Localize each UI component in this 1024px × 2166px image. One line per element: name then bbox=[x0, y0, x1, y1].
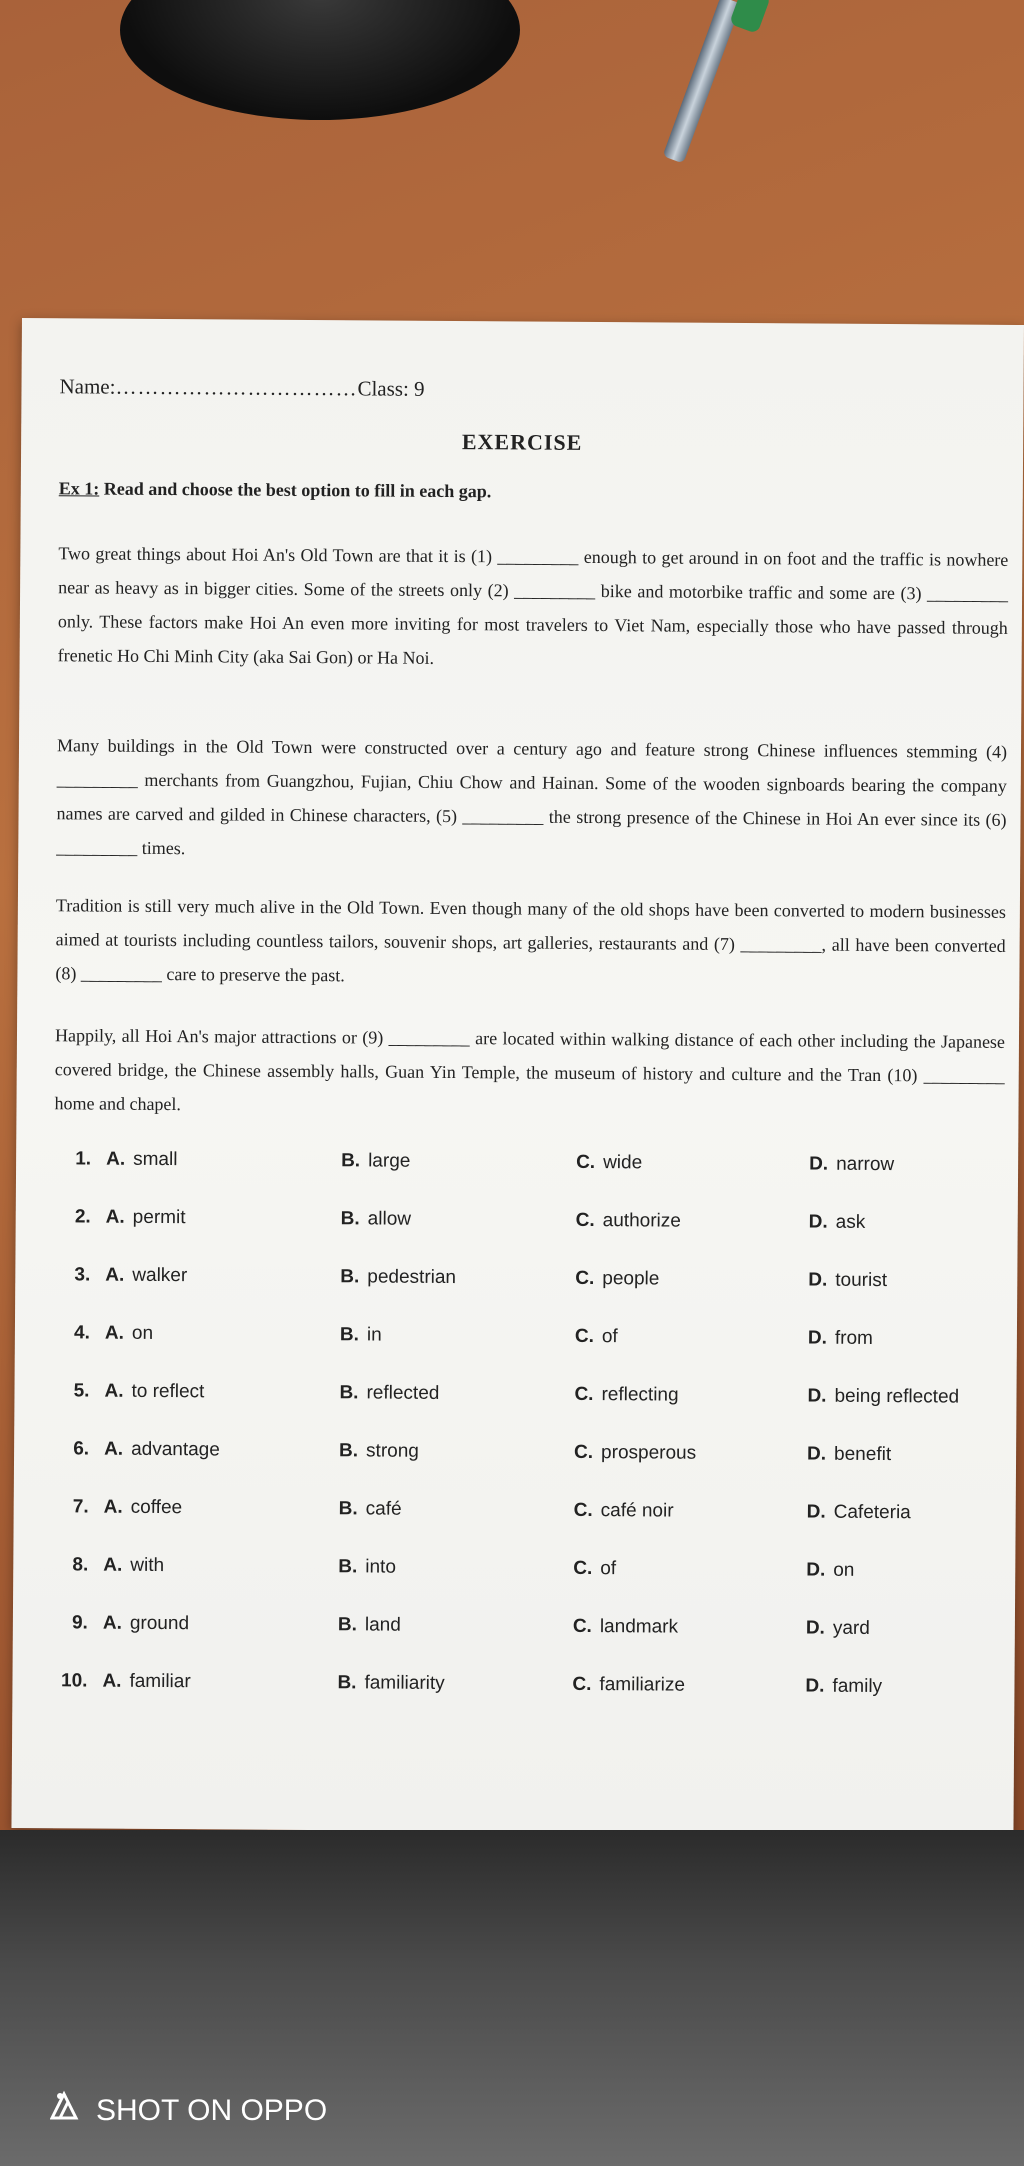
option-letter: B. bbox=[337, 1614, 357, 1636]
option-letter: D. bbox=[808, 1211, 828, 1233]
option-letter: B. bbox=[338, 1556, 358, 1578]
option-letter: B. bbox=[339, 1382, 359, 1404]
question-row bbox=[44, 1438, 1004, 1503]
option-text: advantage bbox=[131, 1438, 220, 1461]
question-number: 6. bbox=[73, 1438, 90, 1460]
option-letter: D. bbox=[805, 1617, 825, 1639]
option-text: ask bbox=[835, 1211, 866, 1233]
option-text: in bbox=[366, 1324, 382, 1346]
option-letter: C. bbox=[573, 1499, 593, 1522]
option-letter: C. bbox=[574, 1383, 594, 1406]
option-b bbox=[339, 1498, 402, 1520]
option-d bbox=[805, 1676, 882, 1699]
option-text: of bbox=[601, 1326, 618, 1348]
option-d bbox=[806, 1618, 870, 1640]
option-text: permit bbox=[132, 1206, 186, 1229]
worksheet-paper bbox=[11, 318, 1024, 1835]
option-text: authorize bbox=[602, 1210, 681, 1232]
pen-cap bbox=[729, 0, 771, 34]
option-letter: D. bbox=[807, 1443, 827, 1465]
option-letter: A. bbox=[102, 1612, 122, 1634]
option-letter: B. bbox=[337, 1672, 357, 1694]
option-c bbox=[574, 1442, 696, 1465]
option-b bbox=[339, 1382, 439, 1405]
option-letter: C. bbox=[574, 1325, 594, 1348]
option-letter: D. bbox=[808, 1269, 828, 1291]
option-a bbox=[104, 1439, 220, 1462]
paragraph-2: Many buildings in the Old Town were constructed over a century ago and feature strong Chinese influences stemming (4) _________ merchants from Guangzhou, Fujian, Chiu Chow and Hainan. Some of the wooden signboards bearing the company names are carved and gilded in Chinese characters, (5) _________ the strong presence of the Chinese in Hoi An ever since its (6) _________ times. bbox=[56, 735, 1008, 859]
option-d bbox=[807, 1444, 891, 1467]
option-a bbox=[103, 1555, 164, 1577]
option-letter: B. bbox=[340, 1208, 360, 1230]
option-a bbox=[103, 1613, 189, 1636]
option-letter: B. bbox=[338, 1498, 358, 1520]
option-d bbox=[808, 1270, 887, 1293]
option-text: familiarize bbox=[599, 1674, 686, 1696]
option-text: to reflect bbox=[131, 1380, 205, 1403]
option-c bbox=[573, 1616, 678, 1639]
name-label: Name: bbox=[59, 374, 116, 399]
option-text: tourist bbox=[835, 1269, 888, 1292]
option-text: into bbox=[365, 1556, 397, 1578]
option-b bbox=[337, 1672, 444, 1695]
option-letter: D. bbox=[805, 1675, 825, 1697]
option-text: familiarity bbox=[364, 1672, 445, 1694]
option-letter: A. bbox=[104, 1380, 124, 1402]
option-letter: C. bbox=[573, 1557, 593, 1580]
computer-mouse bbox=[120, 0, 520, 120]
question-number: 8. bbox=[72, 1554, 89, 1576]
question-row bbox=[42, 1670, 1002, 1735]
option-letter: A. bbox=[105, 1206, 125, 1228]
option-text: from bbox=[834, 1327, 873, 1349]
option-text: café noir bbox=[600, 1500, 674, 1522]
option-d bbox=[807, 1386, 959, 1409]
option-b bbox=[338, 1556, 396, 1578]
watermark-text: SHOT ON OPPO bbox=[96, 2094, 328, 2127]
oppo-logo-icon bbox=[50, 2090, 86, 2128]
question-number: 9. bbox=[71, 1612, 88, 1634]
option-text: reflected bbox=[366, 1382, 440, 1404]
option-letter: C. bbox=[575, 1267, 595, 1290]
paragraph-3: Tradition is still very much alive in the Old Town. Even though many of the old shops have been converted to modern businesses aimed at tourists including countless tailors, souvenir shops, art galleries, restaurants and (7) _________, all have been converted (8) _________ care to preserve the past. bbox=[55, 895, 1006, 986]
option-c bbox=[573, 1558, 616, 1580]
option-c bbox=[576, 1152, 642, 1174]
question-number: 4. bbox=[73, 1322, 90, 1344]
question-number: 3. bbox=[74, 1264, 91, 1286]
option-text: large bbox=[368, 1150, 411, 1172]
question-row bbox=[43, 1554, 1003, 1619]
option-text: small bbox=[133, 1148, 178, 1171]
option-d bbox=[807, 1502, 911, 1525]
option-letter: A. bbox=[103, 1496, 123, 1518]
option-text: on bbox=[833, 1559, 855, 1581]
question-number: 10. bbox=[60, 1670, 88, 1692]
option-text: allow bbox=[367, 1208, 412, 1230]
option-c bbox=[575, 1326, 618, 1348]
option-letter: D. bbox=[806, 1501, 826, 1523]
option-letter: A. bbox=[105, 1264, 125, 1286]
option-text: walker bbox=[132, 1264, 188, 1287]
option-letter: B. bbox=[339, 1324, 359, 1346]
question-row bbox=[43, 1496, 1003, 1561]
option-letter: B. bbox=[339, 1440, 359, 1462]
option-text: people bbox=[602, 1268, 660, 1290]
option-letter: C. bbox=[574, 1441, 594, 1464]
option-a bbox=[105, 1323, 153, 1345]
option-text: of bbox=[600, 1558, 617, 1580]
question-row bbox=[45, 1264, 1005, 1329]
question-row bbox=[46, 1148, 1006, 1213]
option-a bbox=[105, 1265, 187, 1288]
question-number: 2. bbox=[74, 1206, 91, 1228]
option-b bbox=[338, 1614, 401, 1636]
option-a bbox=[104, 1497, 183, 1520]
option-letter: D. bbox=[807, 1385, 827, 1407]
name-dots: …………………………… bbox=[115, 374, 358, 401]
question-number: 7. bbox=[72, 1496, 89, 1518]
option-text: benefit bbox=[834, 1443, 892, 1466]
pen bbox=[663, 0, 742, 164]
paragraph-1: Two great things about Hoi An's Old Town are that it is (1) _________ enough to get around in on foot and the traffic is nowhere near as heavy as in bigger cities. Some of the streets only (2) _________ bike and motorbike traffic and some are (3) _________ only. These factors make Hoi An even more inviting for most travelers to Viet Nam, especially those who have passed through frenetic Ho Chi Minh City (aka Sai Gon) or Ha Noi. bbox=[57, 543, 1009, 668]
question-number: 5. bbox=[73, 1380, 90, 1402]
option-letter: D. bbox=[809, 1153, 829, 1175]
option-a bbox=[104, 1381, 204, 1404]
option-a bbox=[106, 1207, 186, 1230]
option-text: landmark bbox=[599, 1616, 679, 1638]
option-text: wide bbox=[603, 1152, 643, 1174]
option-letter: A. bbox=[103, 1554, 123, 1576]
exercise-number: Ex 1: bbox=[58, 478, 100, 499]
camera-watermark bbox=[50, 2090, 327, 2128]
question-row bbox=[44, 1380, 1004, 1445]
option-d bbox=[808, 1328, 873, 1350]
option-letter: D. bbox=[806, 1559, 826, 1581]
options-list bbox=[42, 1148, 1006, 1735]
option-text: with bbox=[130, 1554, 165, 1577]
option-b bbox=[341, 1208, 411, 1230]
option-text: being reflected bbox=[834, 1385, 960, 1408]
option-text: family bbox=[832, 1675, 883, 1698]
option-text: familiar bbox=[129, 1670, 191, 1693]
option-letter: C. bbox=[572, 1673, 592, 1696]
question-row bbox=[45, 1206, 1005, 1271]
question-number: 1. bbox=[75, 1148, 92, 1170]
option-text: narrow bbox=[836, 1153, 895, 1176]
option-letter: A. bbox=[106, 1148, 126, 1170]
option-letter: D. bbox=[807, 1327, 827, 1349]
question-row bbox=[43, 1612, 1003, 1677]
option-c bbox=[574, 1384, 678, 1407]
option-c bbox=[575, 1268, 659, 1291]
option-text: strong bbox=[366, 1440, 419, 1462]
option-text: coffee bbox=[130, 1496, 183, 1519]
option-text: on bbox=[131, 1322, 154, 1344]
option-letter: A. bbox=[104, 1438, 124, 1460]
instruction bbox=[59, 478, 492, 502]
option-c bbox=[572, 1674, 685, 1697]
question-row bbox=[45, 1322, 1005, 1387]
option-a bbox=[106, 1149, 177, 1171]
option-text: land bbox=[364, 1614, 401, 1636]
option-letter: C. bbox=[576, 1151, 596, 1174]
option-letter: B. bbox=[340, 1266, 360, 1288]
option-d bbox=[806, 1560, 854, 1582]
option-c bbox=[576, 1210, 681, 1233]
option-text: ground bbox=[129, 1612, 190, 1635]
option-b bbox=[341, 1150, 410, 1172]
option-c bbox=[574, 1500, 674, 1523]
option-b bbox=[340, 1266, 456, 1289]
option-b bbox=[340, 1324, 382, 1346]
option-a bbox=[102, 1671, 190, 1694]
paragraph-4: Happily, all Hoi An's major attractions or (9) _________ are located within walking distance of each other including the Japanese covered bridge, the Chinese assembly halls, Guan Yin Temple, the museum of history and culture and the Tran (10) _________ home and chapel. bbox=[54, 1025, 1006, 1115]
page-title: EXERCISE bbox=[461, 429, 583, 455]
option-b bbox=[339, 1440, 419, 1463]
option-d bbox=[809, 1212, 866, 1234]
option-letter: A. bbox=[104, 1322, 124, 1344]
class-label: Class: 9 bbox=[357, 376, 425, 401]
option-text: yard bbox=[832, 1617, 870, 1639]
option-text: pedestrian bbox=[367, 1266, 457, 1289]
option-letter: B. bbox=[341, 1150, 361, 1172]
instruction-text: Read and choose the best option to fill in each gap. bbox=[103, 478, 492, 502]
option-text: reflecting bbox=[601, 1384, 679, 1406]
option-letter: A. bbox=[102, 1670, 122, 1692]
option-d bbox=[809, 1154, 894, 1177]
option-letter: C. bbox=[575, 1209, 595, 1232]
option-text: Cafeteria bbox=[833, 1501, 911, 1524]
option-letter: C. bbox=[572, 1615, 592, 1638]
option-text: café bbox=[365, 1498, 402, 1520]
option-text: prosperous bbox=[601, 1442, 697, 1464]
name-class-line bbox=[59, 374, 424, 402]
